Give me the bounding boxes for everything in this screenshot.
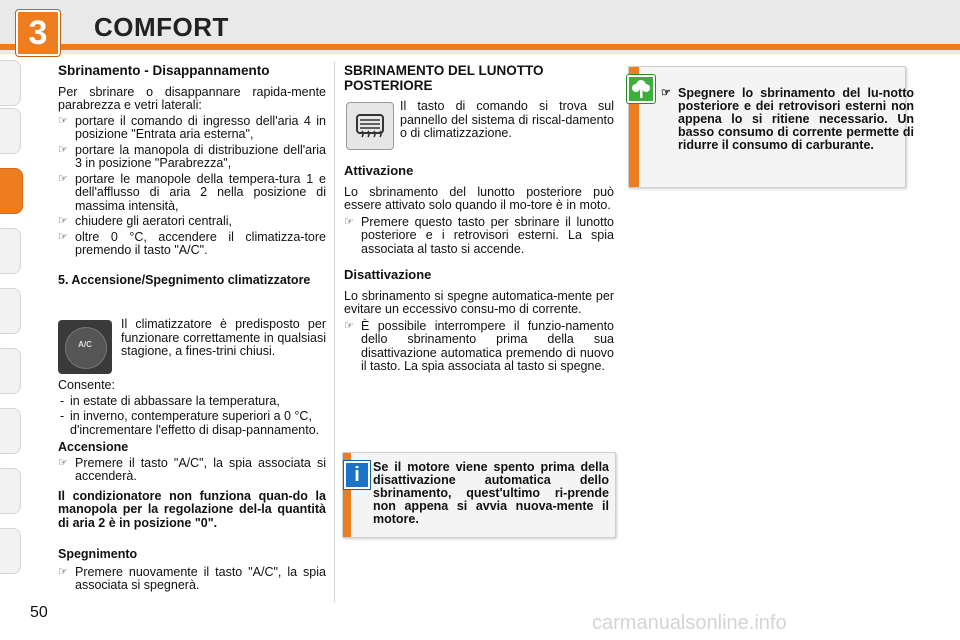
- chapter-tab-2[interactable]: [0, 108, 21, 154]
- chapter-number-badge: 3: [16, 10, 60, 56]
- accensione-bullet: ☞ Premere il tasto "A/C", la spia associata si accenderà.: [58, 457, 326, 484]
- ac-button-image: [58, 320, 112, 374]
- ac-description: [121, 318, 326, 359]
- dash-item: - in estate di abbassare la temperatura,: [58, 395, 326, 409]
- attivazione-title: Attivazione: [344, 163, 414, 178]
- chapter-title: COMFORT: [94, 12, 229, 42]
- lunotto-intro-text: Il tasto di comando si trova sul pannello del sistema di riscal-damento o di climatizzazione.: [400, 99, 614, 140]
- bullet-item: ☞ portare il comando di ingresso dell'aria 4 in posizione "Entrata aria esterna",: [58, 115, 326, 142]
- chapter-tab-7[interactable]: [0, 408, 21, 454]
- chapter-tab-1[interactable]: [0, 60, 21, 106]
- watermark: carmanualsonline.info: [592, 612, 787, 634]
- ac-button-label: A/C: [78, 340, 92, 349]
- lunotto-intro: [400, 100, 614, 141]
- accensione-title: Accensione: [58, 440, 129, 454]
- attivazione-bullet: ☞ Premere questo tasto per sbrinare il lunotto posteriore e i retrovisori esterni. La spia associata al tasto si accende.: [344, 216, 614, 257]
- rear-defrost-icon: [347, 103, 393, 149]
- info-note-text: Se il motore viene spento prima della disattivazione automatica dello sbrinamento, quest'ultimo ri-prende non appena si avvia nuova-mente il motore.: [373, 460, 609, 526]
- info-icon: i: [344, 461, 370, 489]
- dash-item: - in inverno, contemperature superiori a 0 °C, d'incrementare l'effetto di disap-pannamento.: [58, 410, 326, 437]
- section-5-title: 5. Accensione/Spegnimento climatizzatore: [58, 272, 311, 287]
- intro-text: Per sbrinare o disappannare rapida-mente parabrezza e vetri laterali:: [58, 84, 326, 112]
- attivazione-text: Lo sbrinamento del lunotto posteriore può essere attivato solo quando il mo-tore è in moto.: [344, 184, 614, 212]
- consente-label: Consente:: [58, 378, 115, 392]
- chapter-tab-9[interactable]: [0, 528, 21, 574]
- bullet-item: ☞ portare la manopola di distribuzione dell'aria 3 in posizione "Parabrezza",: [58, 144, 326, 171]
- left-column-lower: [58, 379, 326, 593]
- middle-column: [344, 64, 614, 93]
- section-title-lunotto: SBRINAMENTO DEL LUNOTTO POSTERIORE: [344, 63, 544, 93]
- page-number: 50: [30, 604, 48, 621]
- middle-column-lower: [344, 164, 614, 374]
- left-column: [58, 64, 326, 287]
- chapter-tab-5[interactable]: [0, 288, 21, 334]
- bullet-item: ☞ chiudere gli aeratori centrali,: [58, 215, 326, 229]
- disattivazione-text: Lo sbrinamento si spegne automatica-mente per evitare un eccessivo consu-mo di corrente.: [344, 288, 614, 316]
- eco-note-text: ☞ Spegnere lo sbrinamento del lu-notto posteriore e dei retrovisori esterni non appena lo si ritiene necessario. Un basso consumo di corrente permette di ridurre il consumo di carburante.: [661, 87, 914, 152]
- bullet-item: ☞ oltre 0 °C, accendere il climatizza-tore premendo il tasto "A/C".: [58, 231, 326, 258]
- chapter-tab-active[interactable]: [0, 168, 23, 214]
- disattivazione-bullet: ☞ È possibile interrompere il funzio-namento dello sbrinamento prima della sua disattivazione automatica premendo di nuovo il tasto. La spia associata al tasto si spegne.: [344, 320, 614, 374]
- info-note: [342, 452, 616, 538]
- spegnimento-title: Spegnimento: [58, 547, 138, 561]
- warning-text: Il condizionatore non funziona quan-do la manopola per la regolazione del-la quantità di aria 2 è in posizione "0".: [58, 488, 326, 530]
- spegnimento-bullet: ☞ Premere nuovamente il tasto "A/C", la spia associata si spegnerà.: [58, 566, 326, 593]
- header-stripe: [0, 44, 960, 50]
- column-divider: [334, 62, 335, 602]
- chapter-tab-4[interactable]: [0, 228, 21, 274]
- eco-note: [628, 66, 914, 188]
- chapter-tab-8[interactable]: [0, 468, 21, 514]
- rear-defrost-button-image: [346, 102, 394, 150]
- section-title-sbrinamento: Sbrinamento - Disappannamento: [58, 63, 270, 78]
- bullet-item: ☞ portare le manopole della tempera-tura 1 e dell'afflusso di aria 2 nella posizione di massima intensità,: [58, 173, 326, 214]
- disattivazione-title: Disattivazione: [344, 267, 432, 282]
- eco-tree-icon: [627, 75, 655, 103]
- chapter-tab-6[interactable]: [0, 348, 21, 394]
- ac-description-text: Il climatizzatore è predisposto per funzionare correttamente in qualsiasi stagione, a fines-trini chiusi.: [121, 317, 326, 358]
